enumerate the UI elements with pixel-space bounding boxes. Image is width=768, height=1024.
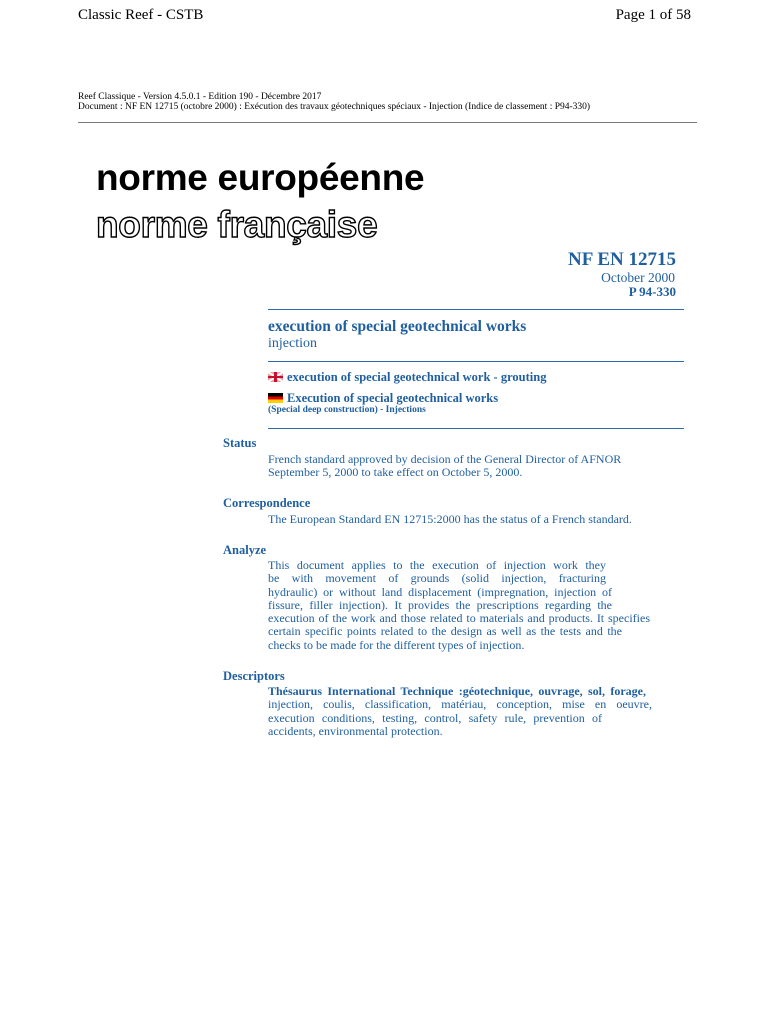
- descriptors-line: execution conditions, testing, control, safety rule, prevention of: [268, 710, 602, 725]
- analyze-line: certain specific points related to the design as well as the tests and the: [268, 624, 622, 639]
- descriptors-text: [268, 685, 650, 738]
- standard-classification: P 94-330: [628, 284, 676, 299]
- correspondence-line: The European Standard EN 12715:2000 has the status of a French standard.: [268, 512, 632, 526]
- header-divider: [78, 122, 697, 123]
- brand-line-europeenne: norme européenne: [96, 157, 425, 198]
- analyze-text: [268, 559, 650, 652]
- meta-document: Document : NF EN 12715 (octobre 2000) : Exécution des travaux géotechniques spéciaux - Injection (Indice de classement : P94-330): [78, 102, 591, 112]
- translation-de-text: Execution of special geotechnical works: [287, 391, 499, 405]
- brand-line-francaise: norme française: [96, 204, 378, 245]
- analyze-line: execution of the work and those related to materials and products. It specifies: [268, 611, 650, 626]
- analyze-line: This document applies to the execution of injection work they: [268, 558, 606, 572]
- status-line: September 5, 2000 to take effect on October 5, 2000.: [268, 465, 523, 480]
- translation-de: [268, 391, 498, 406]
- meta-version: Reef Classique - Version 4.5.0.1 - Edition 190 - Décembre 2017: [78, 92, 322, 102]
- german-flag-icon: [268, 393, 283, 403]
- analyze-line: fissure, filler injection). It provides the prescriptions regarding the: [268, 597, 612, 612]
- analyze-label: Analyze: [223, 543, 267, 557]
- descriptors-line: accidents, environmental protection.: [268, 723, 443, 738]
- title-divider-bottom: [268, 361, 684, 362]
- translations-divider: [268, 428, 684, 429]
- header-title: Classic Reef - CSTB: [78, 7, 204, 23]
- status-label: Status: [223, 436, 257, 450]
- status-text: [268, 453, 650, 480]
- translation-de-subtitle: (Special deep construction) - Injections: [268, 405, 426, 415]
- title-divider-top: [268, 309, 684, 310]
- analyze-line: hydraulic) or without land displacement (impregnation, injection of: [268, 584, 612, 599]
- page-indicator: Page 1 of 58: [615, 7, 691, 23]
- standard-date: October 2000: [601, 270, 675, 285]
- analyze-line: checks to be made for the different types of injection.: [268, 637, 525, 652]
- status-line: French standard approved by decision of the General Director of AFNOR: [268, 452, 622, 466]
- correspondence-label: Correspondence: [223, 496, 311, 510]
- document-subtitle: injection: [268, 336, 317, 351]
- document-title: execution of special geotechnical works: [268, 318, 527, 335]
- correspondence-text: [268, 513, 650, 526]
- standard-code: NF EN 12715: [567, 249, 676, 270]
- descriptors-line: Thésaurus International Technique :géotechnique, ouvrage, sol, forage,: [268, 684, 646, 698]
- descriptors-label: Descriptors: [223, 669, 285, 683]
- uk-flag-icon: [268, 372, 283, 382]
- translation-en-text: execution of special geotechnical work - grouting: [287, 370, 547, 384]
- analyze-line: be with movement of grounds (solid injection, fracturing: [268, 571, 606, 586]
- descriptors-line: injection, coulis, classification, matériau, conception, mise en oeuvre,: [268, 697, 652, 712]
- translation-en: [268, 370, 546, 385]
